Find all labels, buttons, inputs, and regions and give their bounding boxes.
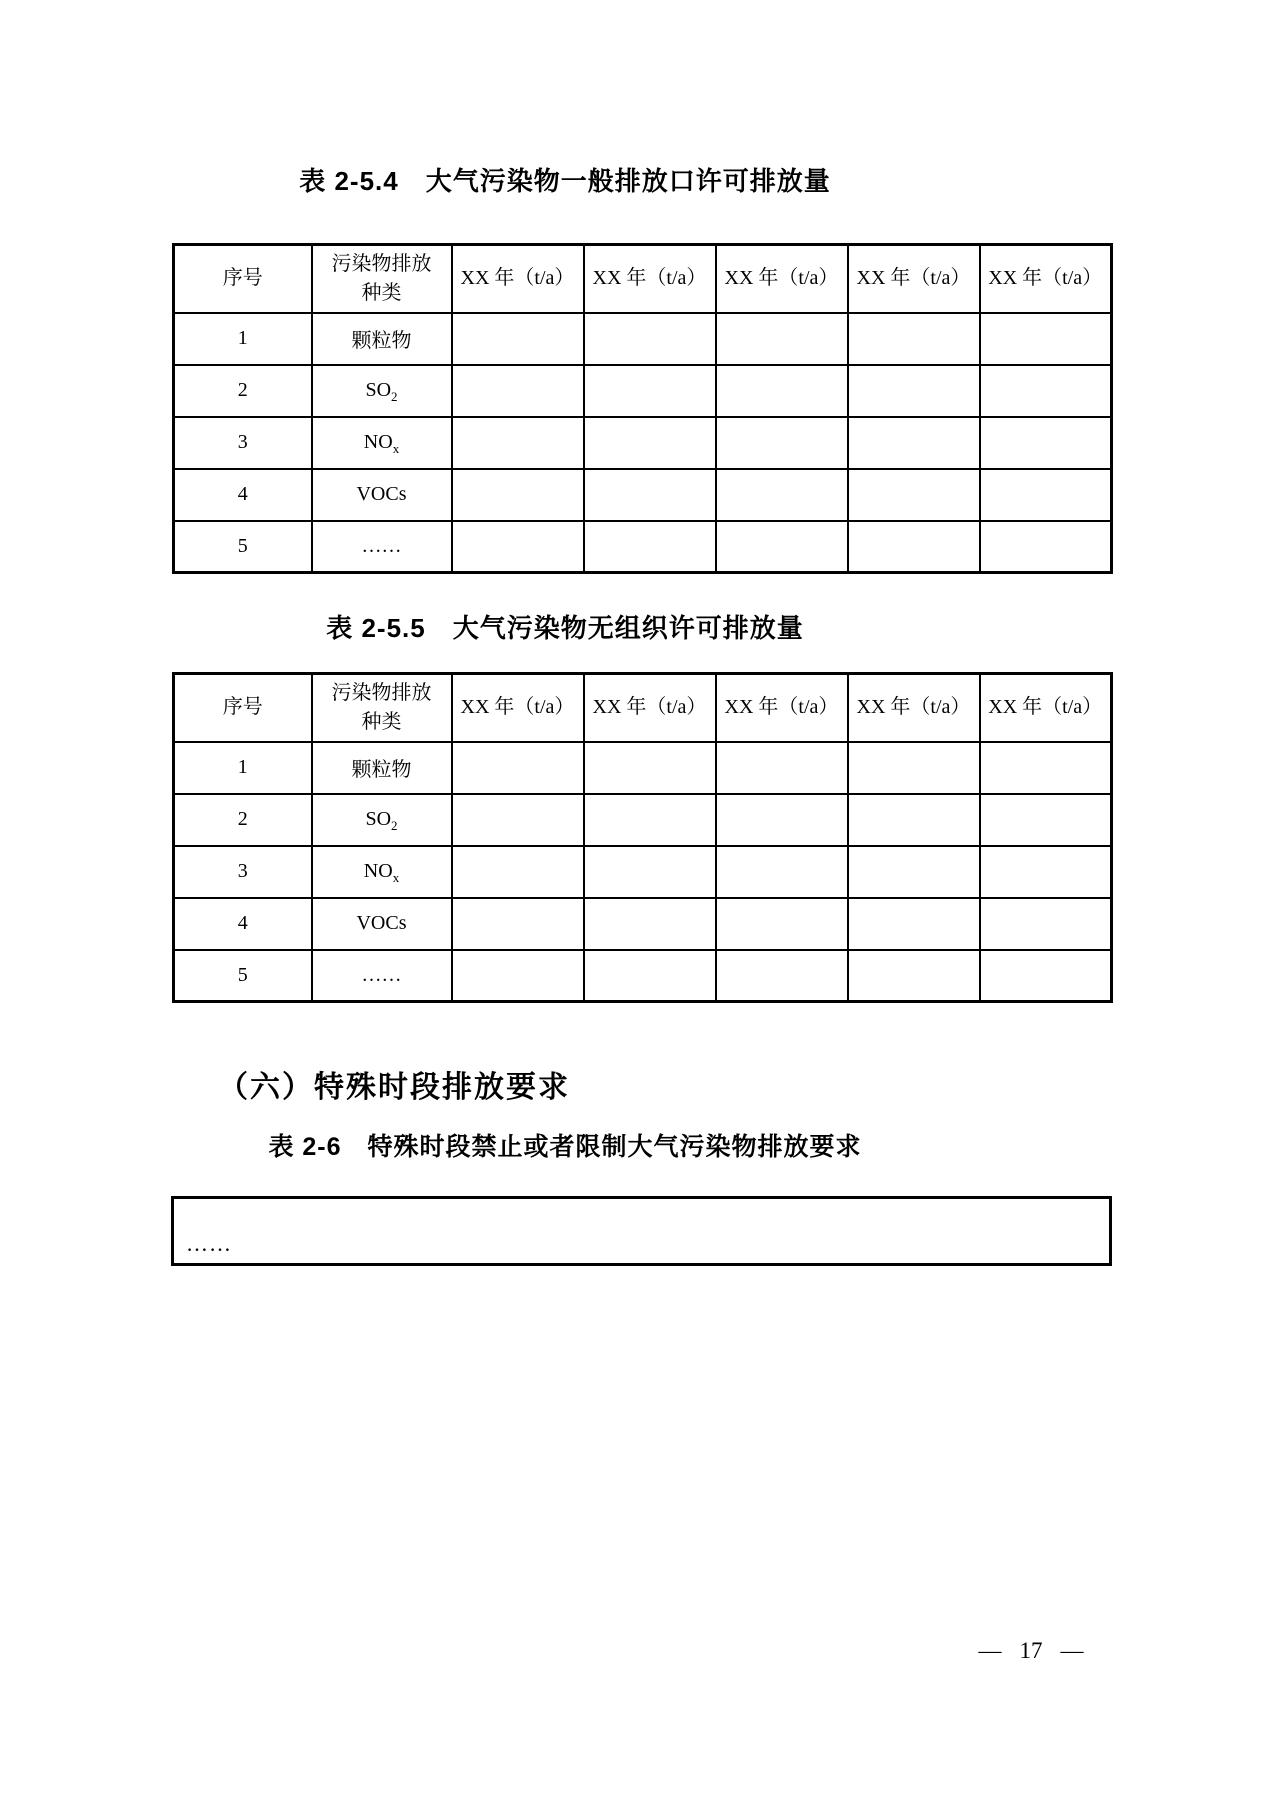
value-cell	[980, 950, 1112, 1002]
value-cell	[716, 365, 848, 417]
value-cell	[716, 313, 848, 365]
page-number	[901, 1638, 1161, 1664]
value-cell	[584, 950, 716, 1002]
row-number-cell: 5	[174, 950, 312, 1002]
table-2-5-4-title: 表 2-5.4 大气污染物一般排放口许可排放量	[299, 166, 831, 196]
pollutant-name: VOCs	[356, 483, 407, 505]
value-cell	[452, 742, 584, 794]
value-cell	[452, 417, 584, 469]
pollutant-subscript: x	[392, 870, 400, 885]
header-cell-pollutant-type	[312, 245, 452, 313]
pollutant-cell	[312, 521, 452, 573]
pollutant-name: 颗粒物	[351, 330, 412, 352]
row-number-cell: 1	[174, 742, 312, 794]
value-cell	[584, 846, 716, 898]
table-row	[174, 794, 1112, 846]
value-cell	[848, 742, 980, 794]
pollutant-subscript: 2	[391, 818, 398, 833]
value-cell	[848, 898, 980, 950]
table-row	[174, 950, 1112, 1002]
value-cell	[848, 521, 980, 573]
value-cell	[452, 898, 584, 950]
value-cell	[584, 469, 716, 521]
row-number-cell: 1	[174, 313, 312, 365]
pollutant-cell	[312, 794, 452, 846]
value-cell	[584, 521, 716, 573]
header-cell-year-1: XX 年（t/a）	[452, 674, 584, 742]
header-cell-year-3: XX 年（t/a）	[716, 245, 848, 313]
value-cell	[980, 469, 1112, 521]
value-cell	[452, 313, 584, 365]
value-cell	[716, 950, 848, 1002]
value-cell	[848, 846, 980, 898]
row-number-cell: 4	[174, 898, 312, 950]
value-cell	[848, 794, 980, 846]
row-number-cell: 3	[174, 846, 312, 898]
pollutant-type-line2: 种类	[361, 281, 402, 304]
ellipsis-text: ……	[186, 1231, 232, 1256]
pollutant-subscript: 2	[391, 389, 398, 404]
table-row	[174, 313, 1112, 365]
value-cell	[584, 794, 716, 846]
value-cell	[848, 365, 980, 417]
value-cell	[584, 365, 716, 417]
header-cell-no: 序号	[174, 674, 312, 742]
table-header-row	[174, 674, 1112, 742]
pollutant-cell	[312, 417, 452, 469]
pollutant-name: SO	[365, 808, 392, 830]
table-2-5-5	[172, 672, 1113, 1003]
value-cell	[584, 313, 716, 365]
table-row	[174, 417, 1112, 469]
page-number-value: 17	[1019, 1638, 1043, 1663]
pollutant-name: ……	[361, 534, 402, 557]
pollutant-name: NO	[363, 431, 393, 453]
pollutant-cell	[312, 898, 452, 950]
table-row	[174, 742, 1112, 794]
value-cell	[716, 742, 848, 794]
value-cell	[848, 469, 980, 521]
header-cell-year-2: XX 年（t/a）	[584, 245, 716, 313]
row-number-cell: 3	[174, 417, 312, 469]
header-cell-year-5: XX 年（t/a）	[980, 245, 1112, 313]
value-cell	[716, 794, 848, 846]
pollutant-cell	[312, 469, 452, 521]
table-header-row	[174, 245, 1112, 313]
header-cell-year-3: XX 年（t/a）	[716, 674, 848, 742]
pollutant-name: ……	[361, 963, 402, 986]
header-cell-year-4: XX 年（t/a）	[848, 245, 980, 313]
value-cell	[980, 365, 1112, 417]
section-6-heading: （六）特殊时段排放要求	[218, 1071, 570, 1104]
value-cell	[452, 365, 584, 417]
value-cell	[980, 313, 1112, 365]
value-cell	[980, 521, 1112, 573]
page-number-dash-right: —	[1060, 1638, 1084, 1663]
value-cell	[848, 313, 980, 365]
pollutant-cell	[312, 365, 452, 417]
header-cell-year-2: XX 年（t/a）	[584, 674, 716, 742]
pollutant-type-line2: 种类	[361, 710, 402, 733]
value-cell	[716, 521, 848, 573]
header-cell-year-5: XX 年（t/a）	[980, 674, 1112, 742]
value-cell	[452, 950, 584, 1002]
value-cell	[716, 417, 848, 469]
pollutant-name: NO	[363, 860, 393, 882]
table-row	[174, 846, 1112, 898]
table-row	[174, 521, 1112, 573]
value-cell	[584, 898, 716, 950]
pollutant-type-line1: 污染物排放	[331, 681, 432, 704]
pollutant-cell	[312, 950, 452, 1002]
value-cell	[716, 846, 848, 898]
header-cell-year-4: XX 年（t/a）	[848, 674, 980, 742]
table-2-5-4	[172, 243, 1113, 574]
pollutant-type-line1: 污染物排放	[331, 252, 432, 275]
table-row	[174, 365, 1112, 417]
pollutant-subscript: x	[392, 441, 400, 456]
header-cell-pollutant-type	[312, 674, 452, 742]
pollutant-name: VOCs	[356, 912, 407, 934]
row-number-cell: 5	[174, 521, 312, 573]
value-cell	[452, 521, 584, 573]
value-cell	[980, 794, 1112, 846]
table-2-5-5-title: 表 2-5.5 大气污染物无组织许可排放量	[326, 613, 804, 643]
pollutant-cell	[312, 742, 452, 794]
pollutant-cell	[312, 846, 452, 898]
value-cell	[584, 742, 716, 794]
value-cell	[716, 469, 848, 521]
value-cell	[980, 417, 1112, 469]
value-cell	[980, 898, 1112, 950]
header-cell-year-1: XX 年（t/a）	[452, 245, 584, 313]
row-number-cell: 4	[174, 469, 312, 521]
value-cell	[452, 846, 584, 898]
table-row	[174, 469, 1112, 521]
pollutant-name: 颗粒物	[351, 759, 412, 781]
page-number-dash-left: —	[978, 1638, 1002, 1663]
value-cell	[452, 794, 584, 846]
row-number-cell: 2	[174, 794, 312, 846]
value-cell	[716, 898, 848, 950]
row-number-cell: 2	[174, 365, 312, 417]
value-cell	[980, 846, 1112, 898]
header-cell-no: 序号	[174, 245, 312, 313]
value-cell	[848, 950, 980, 1002]
value-cell	[980, 742, 1112, 794]
pollutant-cell	[312, 313, 452, 365]
value-cell	[848, 417, 980, 469]
table-2-6-title: 表 2-6 特殊时段禁止或者限制大气污染物排放要求	[268, 1133, 862, 1161]
pollutant-name: SO	[365, 379, 392, 401]
table-row	[174, 898, 1112, 950]
value-cell	[584, 417, 716, 469]
value-cell	[452, 469, 584, 521]
table-2-6-box	[171, 1196, 1112, 1266]
